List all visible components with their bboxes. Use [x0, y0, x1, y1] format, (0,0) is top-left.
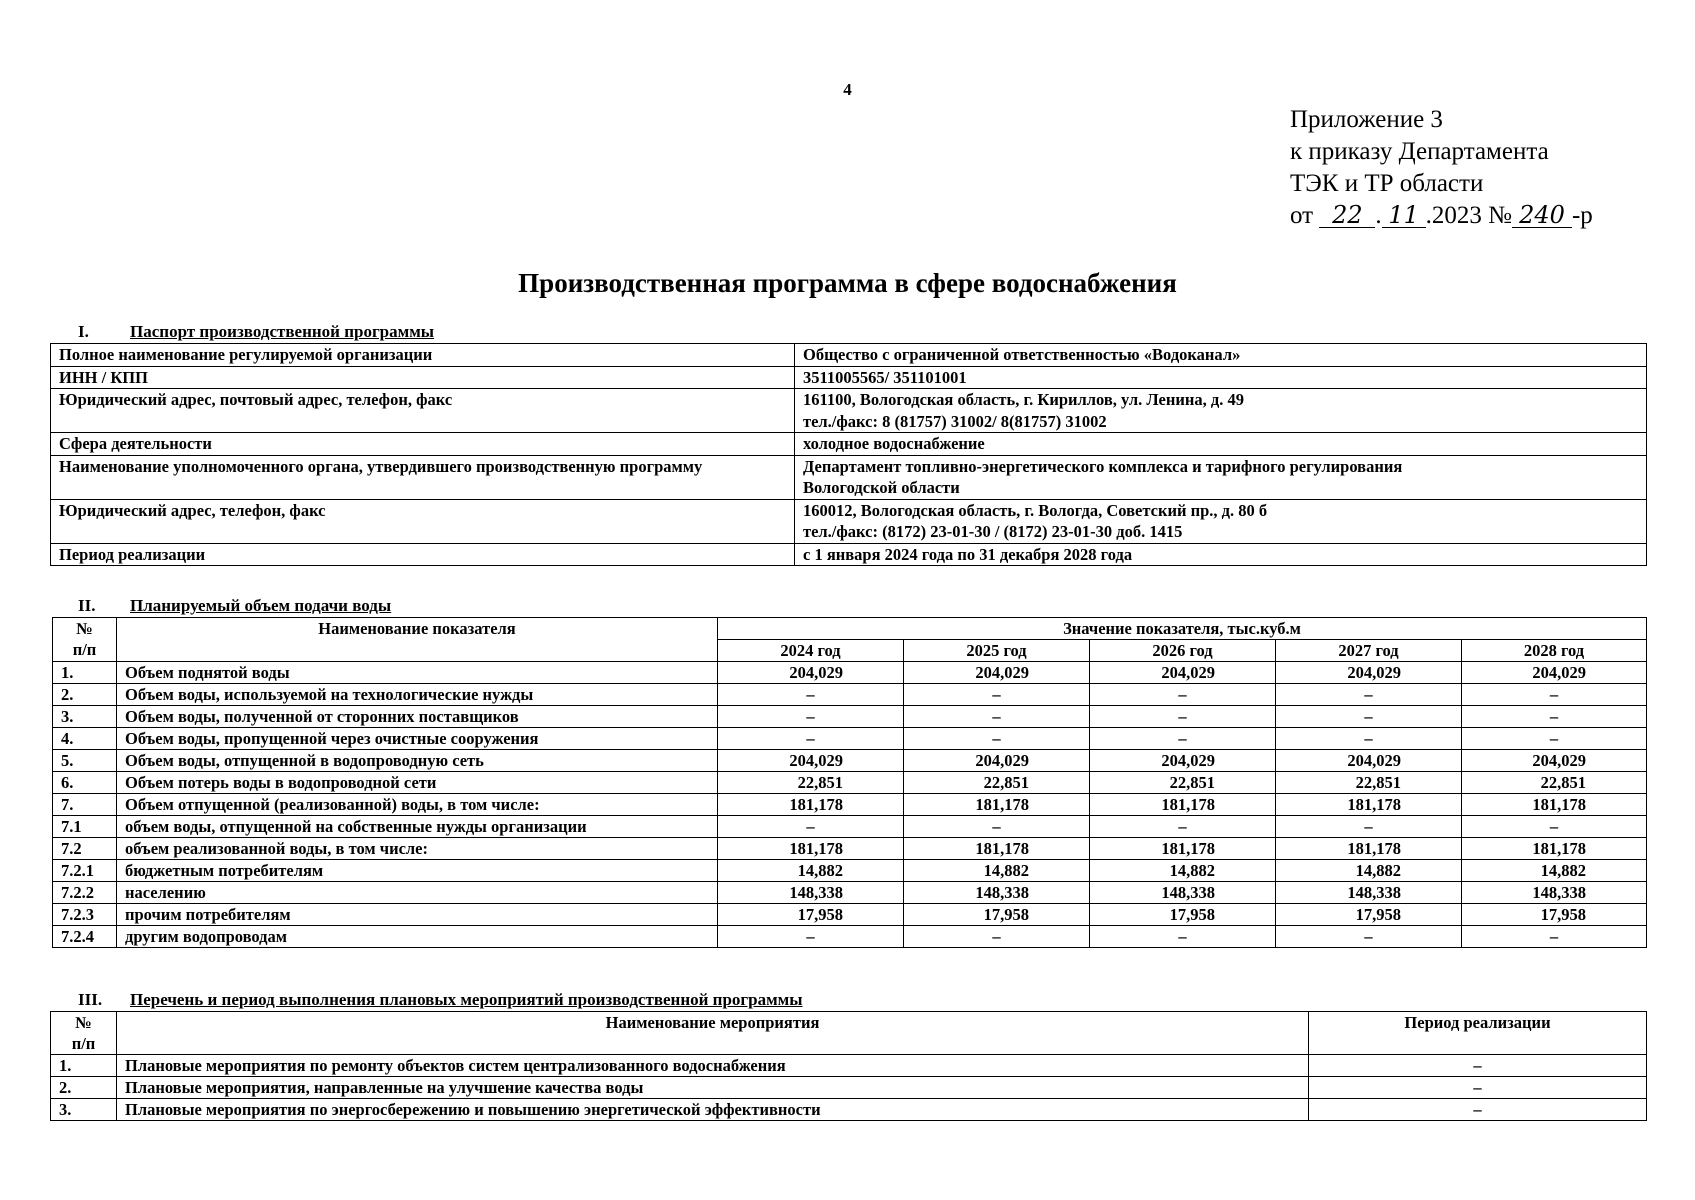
- indicator-value: 181,178: [1276, 838, 1462, 860]
- indicator-value: 17,958: [1462, 904, 1647, 926]
- indicator-value: –: [1276, 816, 1462, 838]
- section3-heading: [56, 991, 803, 1009]
- column-header-year: 2024 год: [718, 640, 904, 662]
- table-row: [53, 794, 1647, 816]
- date-day: 22: [1319, 203, 1375, 228]
- indicator-value: 17,958: [1276, 904, 1462, 926]
- indicator-value: 22,851: [1276, 772, 1462, 794]
- date-month: 11: [1382, 203, 1426, 228]
- table-row: [53, 816, 1647, 838]
- indicator-value: 181,178: [718, 838, 904, 860]
- passport-label: Сфера деятельности: [51, 433, 795, 456]
- table-header-row: [51, 1012, 1647, 1055]
- passport-value-multiline: [795, 499, 1647, 543]
- passport-label: Юридический адрес, почтовый адрес, телефон, факс: [51, 389, 795, 433]
- row-number: 7.2.4: [53, 926, 117, 948]
- indicator-value: 181,178: [1090, 838, 1276, 860]
- column-header-indicator: Наименование показателя: [117, 618, 718, 662]
- passport-value: 3511005565/ 351101001: [795, 366, 1647, 389]
- passport-value-multiline: [795, 455, 1647, 499]
- table-header-row: [53, 618, 1647, 640]
- table-row: [51, 1055, 1647, 1077]
- row-number: 6.: [53, 772, 117, 794]
- indicator-value: 148,338: [904, 882, 1090, 904]
- indicator-value: –: [1462, 926, 1647, 948]
- indicator-name: другим водопроводам: [117, 926, 718, 948]
- indicator-value: –: [1090, 706, 1276, 728]
- table-row: [51, 455, 1647, 499]
- water-volume-table: [52, 617, 1647, 948]
- indicator-value: –: [718, 728, 904, 750]
- indicator-value: –: [1276, 926, 1462, 948]
- section3-number: III.: [78, 990, 103, 1009]
- row-number: 7.1: [53, 816, 117, 838]
- passport-label: Юридический адрес, телефон, факс: [51, 499, 795, 543]
- passport-value: с 1 января 2024 года по 31 декабря 2028 года: [795, 543, 1647, 566]
- passport-value-line2: тел./факс: 8 (81757) 31002/ 8(81757) 31002: [803, 411, 1107, 431]
- passport-value: Департамент топливно-энергетического комплекса и тарифного регулирования: [803, 456, 1403, 476]
- indicator-name: Объем отпущенной (реализованной) воды, в том числе:: [117, 794, 718, 816]
- indicator-name: Объем потерь воды в водопроводной сети: [117, 772, 718, 794]
- indicator-value: 17,958: [718, 904, 904, 926]
- passport-value: 161100, Вологодская область, г. Кириллов, ул. Ленина, д. 49: [803, 390, 1244, 409]
- table-row: [51, 366, 1647, 389]
- order-suffix: -р: [1571, 202, 1593, 229]
- indicator-name: объем реализованной воды, в том числе:: [117, 838, 718, 860]
- section2-title: Планируемый объем подачи воды: [130, 596, 392, 615]
- indicator-name: Объем поднятой воды: [117, 662, 718, 684]
- table-row: [51, 1099, 1647, 1121]
- indicator-value: 204,029: [1276, 662, 1462, 684]
- section1-heading: [56, 323, 434, 341]
- indicator-value: –: [1090, 728, 1276, 750]
- indicator-value: 22,851: [1090, 772, 1276, 794]
- table-row: [53, 926, 1647, 948]
- column-header-measure: Наименование мероприятия: [117, 1012, 1309, 1055]
- table-row: [51, 433, 1647, 456]
- appendix-line2: к приказу Департамента: [1290, 138, 1549, 165]
- indicator-value: –: [1462, 816, 1647, 838]
- indicator-value: 22,851: [1462, 772, 1647, 794]
- indicator-name: Объем воды, пропущенной через очистные сооружения: [117, 728, 718, 750]
- passport-label: Наименование уполномоченного органа, утвердившего производственную программу: [51, 455, 795, 499]
- row-number: 2.: [51, 1077, 117, 1099]
- passport-label: ИНН / КПП: [51, 366, 795, 389]
- indicator-name: Объем воды, используемой на технологические нужды: [117, 684, 718, 706]
- passport-value: 160012, Вологодская область, г. Вологда, Советский пр., д. 80 б: [803, 500, 1268, 520]
- indicator-value: –: [1462, 684, 1647, 706]
- indicator-value: 148,338: [1276, 882, 1462, 904]
- row-number: 3.: [53, 706, 117, 728]
- row-number: 7.: [53, 794, 117, 816]
- passport-label: Полное наименование регулируемой организации: [51, 344, 795, 367]
- table-row: [53, 728, 1647, 750]
- row-number: 7.2: [53, 838, 117, 860]
- row-number: 3.: [51, 1099, 117, 1121]
- indicator-value: 204,029: [718, 750, 904, 772]
- indicator-value: 204,029: [904, 662, 1090, 684]
- table-row: [51, 1077, 1647, 1099]
- indicator-name: Объем воды, отпущенной в водопроводную сеть: [117, 750, 718, 772]
- indicator-name: прочим потребителям: [117, 904, 718, 926]
- indicator-value: –: [904, 816, 1090, 838]
- row-number: 5.: [53, 750, 117, 772]
- row-number: 7.2.2: [53, 882, 117, 904]
- indicator-value: –: [1090, 926, 1276, 948]
- table-row: [51, 543, 1647, 566]
- column-header-values: Значение показателя, тыс.куб.м: [718, 618, 1647, 640]
- indicator-value: 181,178: [1462, 794, 1647, 816]
- indicator-value: –: [1276, 728, 1462, 750]
- document-title: Производственная программа в сфере водоснабжения: [518, 268, 1177, 298]
- passport-value-line2: Вологодской области: [803, 478, 960, 497]
- indicator-value: –: [904, 706, 1090, 728]
- measure-period: –: [1309, 1099, 1647, 1121]
- table-row: [53, 706, 1647, 728]
- section1-title: Паспорт производственной программы: [130, 322, 435, 341]
- table-row: [53, 904, 1647, 926]
- indicator-value: –: [1462, 728, 1647, 750]
- column-header-year: 2025 год: [904, 640, 1090, 662]
- indicator-value: –: [1462, 706, 1647, 728]
- appendix-block: [1290, 104, 1593, 232]
- indicator-value: 17,958: [1090, 904, 1276, 926]
- section3-title: Перечень и период выполнения плановых мероприятий производственной программы: [130, 990, 803, 1009]
- indicator-name: бюджетным потребителям: [117, 860, 718, 882]
- passport-label: Период реализации: [51, 543, 795, 566]
- indicator-value: 14,882: [718, 860, 904, 882]
- table-row: [51, 344, 1647, 367]
- date-year: .2023 №: [1425, 202, 1512, 229]
- indicator-value: 22,851: [904, 772, 1090, 794]
- section2-heading: [56, 597, 391, 615]
- indicator-value: –: [718, 816, 904, 838]
- section2-number: II.: [78, 596, 96, 615]
- passport-value-line2: тел./факс: (8172) 23-01-30 / (8172) 23-01-30 доб. 1415: [803, 522, 1183, 541]
- column-header-number: № п/п: [53, 618, 117, 662]
- passport-value-multiline: [795, 389, 1647, 433]
- indicator-value: –: [718, 684, 904, 706]
- measure-period: –: [1309, 1055, 1647, 1077]
- indicator-value: 14,882: [1276, 860, 1462, 882]
- indicator-value: –: [718, 926, 904, 948]
- indicator-value: 204,029: [1090, 662, 1276, 684]
- passport-table: [50, 343, 1647, 566]
- table-row: [53, 860, 1647, 882]
- indicator-value: –: [904, 926, 1090, 948]
- indicator-value: –: [718, 706, 904, 728]
- table-row: [53, 772, 1647, 794]
- indicator-value: 181,178: [904, 794, 1090, 816]
- table-row: [53, 662, 1647, 684]
- table-row: [53, 750, 1647, 772]
- indicator-value: –: [904, 728, 1090, 750]
- indicator-value: 204,029: [1462, 662, 1647, 684]
- indicator-value: 148,338: [1090, 882, 1276, 904]
- table-row: [53, 684, 1647, 706]
- row-number: 7.2.1: [53, 860, 117, 882]
- indicator-value: 204,029: [718, 662, 904, 684]
- indicator-name: объем воды, отпущенной на собственные нужды организации: [117, 816, 718, 838]
- indicator-value: 204,029: [1276, 750, 1462, 772]
- indicator-value: 204,029: [1462, 750, 1647, 772]
- indicator-value: 181,178: [1462, 838, 1647, 860]
- row-number: 2.: [53, 684, 117, 706]
- appendix-date-line: от 22 . 11 .2023 № 240 -р: [1290, 201, 1593, 229]
- indicator-value: –: [904, 684, 1090, 706]
- section1-number: I.: [78, 322, 89, 341]
- indicator-value: –: [1090, 816, 1276, 838]
- table-row: [51, 389, 1647, 433]
- indicator-value: 181,178: [718, 794, 904, 816]
- row-number: 4.: [53, 728, 117, 750]
- appendix-line3: ТЭК и ТР области: [1290, 170, 1484, 197]
- indicator-value: 181,178: [904, 838, 1090, 860]
- indicator-value: –: [1090, 684, 1276, 706]
- indicator-value: 204,029: [904, 750, 1090, 772]
- indicator-value: 181,178: [1276, 794, 1462, 816]
- page-number: 4: [843, 80, 852, 99]
- indicator-value: 148,338: [1462, 882, 1647, 904]
- measure-name: Плановые мероприятия по ремонту объектов систем централизованного водоснабжения: [117, 1055, 1309, 1077]
- indicator-value: –: [1276, 706, 1462, 728]
- table-row: [53, 838, 1647, 860]
- order-number: 240: [1512, 203, 1572, 228]
- column-header-year: 2026 год: [1090, 640, 1276, 662]
- indicator-value: 22,851: [718, 772, 904, 794]
- indicator-name: Объем воды, полученной от сторонних поставщиков: [117, 706, 718, 728]
- column-header-number: № п/п: [51, 1012, 117, 1055]
- indicator-value: 14,882: [904, 860, 1090, 882]
- row-number: 7.2.3: [53, 904, 117, 926]
- appendix-line1: Приложение 3: [1290, 106, 1443, 133]
- indicator-value: –: [1276, 684, 1462, 706]
- column-header-year: 2028 год: [1462, 640, 1647, 662]
- indicator-value: 14,882: [1462, 860, 1647, 882]
- measure-period: –: [1309, 1077, 1647, 1099]
- row-number: 1.: [53, 662, 117, 684]
- measure-name: Плановые мероприятия, направленные на улучшение качества воды: [117, 1077, 1309, 1099]
- indicator-value: 17,958: [904, 904, 1090, 926]
- passport-value: холодное водоснабжение: [795, 433, 1647, 456]
- indicator-value: 181,178: [1090, 794, 1276, 816]
- measures-table: [50, 1011, 1647, 1121]
- date-prefix: от: [1290, 202, 1314, 229]
- column-header-year: 2027 год: [1276, 640, 1462, 662]
- passport-value: Общество с ограниченной ответственностью «Водоканал»: [795, 344, 1647, 367]
- indicator-value: 148,338: [718, 882, 904, 904]
- indicator-name: населению: [117, 882, 718, 904]
- indicator-value: 204,029: [1090, 750, 1276, 772]
- indicator-value: 14,882: [1090, 860, 1276, 882]
- table-row: [51, 499, 1647, 543]
- table-row: [53, 882, 1647, 904]
- measure-name: Плановые мероприятия по энергосбережению и повышению энергетической эффективности: [117, 1099, 1309, 1121]
- column-header-period: Период реализации: [1309, 1012, 1647, 1055]
- row-number: 1.: [51, 1055, 117, 1077]
